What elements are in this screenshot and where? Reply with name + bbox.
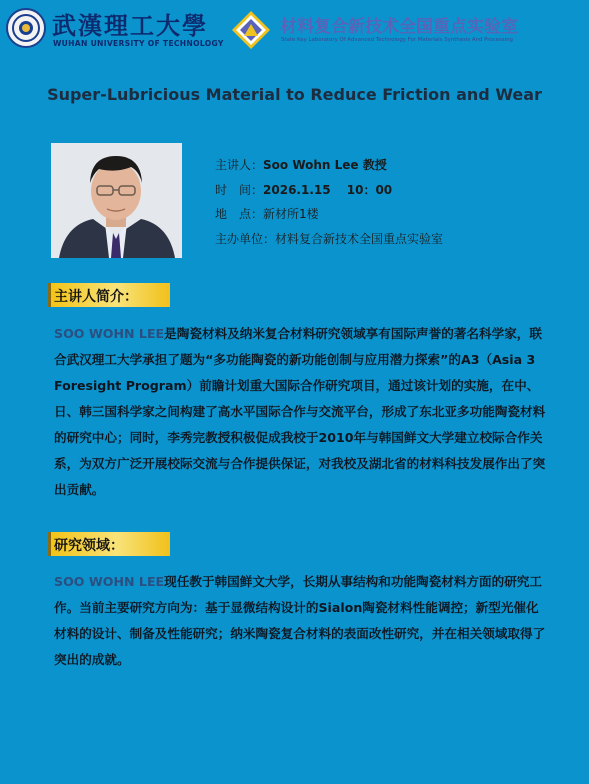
university-emblem-icon <box>6 8 46 48</box>
event-info <box>215 156 443 254</box>
speaker-row <box>215 156 443 181</box>
university-name-en: WUHAN UNIVERSITY OF TECHNOLOGY <box>53 39 224 48</box>
speaker-value: Soo Wohn Lee 教授 <box>263 158 387 172</box>
time-label: 时 间： <box>215 182 264 197</box>
page-title: Super-Lubricious Material to Reduce Friction and Wear <box>47 85 542 104</box>
intro-paragraph <box>54 321 549 503</box>
university-name-cn: 武漢理工大學 <box>52 11 208 40</box>
research-paragraph <box>54 569 549 673</box>
speaker-label: 主讲人： <box>215 158 264 172</box>
research-heading: 研究领域： <box>54 538 124 554</box>
header <box>0 0 589 60</box>
time-row <box>215 181 443 206</box>
intro-text: 是陶瓷材料及纳米复合材料研究领域享有国际声誉的著名科学家，联合武汉理工大学承担了题为“多功能陶瓷的新功能创制与应用潜力探索”的A3（Asia 3 Foresight Program）前瞻计划重大国际合作研究项目，通过该计划的实施，在中、日、韩三国科学家之间构建了高水平国际合作与交流平台，形成了东北亚多功能陶瓷材料的研究中心；同时，李秀完教授积极促成我校于2010年与韩国鲜文大学建立校际合作关系，为双方广泛开展校际交流与合作提供保证，对我校及湖北省的材料科技发展作出了突出贡献。 <box>54 326 546 497</box>
lab-name-en: State Key Laboratory Of Advanced Technology For Materials Synthesis And Processing <box>281 37 513 43</box>
research-speaker-name: SOO WOHN LEE <box>54 574 165 589</box>
lab-logo-icon <box>231 10 271 50</box>
host-label: 主办单位： <box>215 231 276 246</box>
time-value: 2026.1.15 10：00 <box>263 182 393 197</box>
lab-name-cn: 材料复合新技术全国重点实验室 <box>280 17 518 37</box>
intro-heading-band <box>48 283 170 307</box>
intro-heading: 主讲人简介： <box>54 289 138 305</box>
research-text: 现任教于韩国鲜文大学，长期从事结构和功能陶瓷材料方面的研究工作。当前主要研究方向为：基于显微结构设计的Sialon陶瓷材料性能调控；新型光催化材料的设计、制备及性能研究；纳米陶瓷复合材料的表面改性研究，并在相关领域取得了突出的成就。 <box>54 574 546 667</box>
place-value: 新材所1楼 <box>263 207 319 221</box>
place-label: 地 点： <box>215 207 264 221</box>
speaker-photo <box>51 143 182 258</box>
research-heading-band <box>48 532 170 556</box>
intro-speaker-name: SOO WOHN LEE <box>54 326 165 341</box>
place-row <box>215 205 443 230</box>
host-row <box>215 230 443 255</box>
host-value: 材料复合新技术全国重点实验室 <box>275 231 444 246</box>
